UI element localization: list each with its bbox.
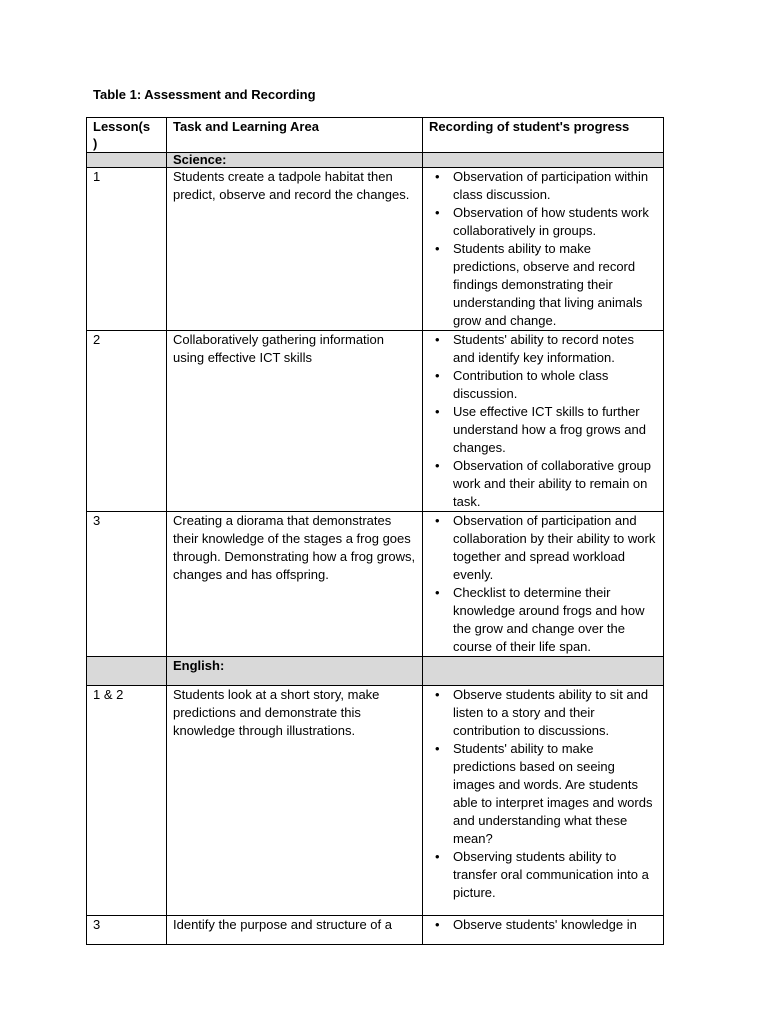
list-item: • Students' ability to record notes and identify key information. — [429, 331, 657, 367]
table-row — [87, 686, 664, 916]
recording-cell — [423, 916, 664, 945]
list-item: • Students ability to make predictions, observe and record findings demonstrating their understanding that living animals grow and change. — [429, 240, 657, 330]
list-item: • Observation of how students work collaboratively in groups. — [429, 204, 657, 240]
recording-cell — [423, 331, 664, 512]
lesson-number: 3 — [87, 916, 167, 945]
recording-cell — [423, 512, 664, 657]
task-cell: Students look at a short story, make predictions and demonstrate this knowledge through illustrations. — [167, 686, 423, 916]
header-recording: Recording of student's progress — [423, 118, 664, 153]
lesson-number: 3 — [87, 512, 167, 657]
list-item: • Observe students' knowledge in — [429, 916, 657, 934]
list-item: • Observation of participation within class discussion. — [429, 168, 657, 204]
table-row — [87, 512, 664, 657]
task-cell: Students create a tadpole habitat then predict, observe and record the changes. — [167, 168, 423, 331]
list-item: • Students' ability to make predictions based on seeing images and words. Are students able to interpret images and words and understanding what these mean? — [429, 740, 657, 848]
section-row-english — [87, 657, 664, 686]
header-lesson: Lesson(s ) — [87, 118, 167, 153]
list-item: • Observe students ability to sit and listen to a story and their contribution to discussions. — [429, 686, 657, 740]
lesson-number: 2 — [87, 331, 167, 512]
task-cell: Creating a diorama that demonstrates their knowledge of the stages a frog goes through. Demonstrating how a frog grows, changes and has offspring. — [167, 512, 423, 657]
recording-cell — [423, 686, 664, 916]
table-row — [87, 916, 664, 945]
task-cell: Collaboratively gathering information using effective ICT skills — [167, 331, 423, 512]
table-header-row — [87, 118, 664, 153]
header-task: Task and Learning Area — [167, 118, 423, 153]
list-item: • Observation of participation and collaboration by their ability to work together and spread workload evenly. — [429, 512, 657, 584]
list-item: • Contribution to whole class discussion. — [429, 367, 657, 403]
list-item: • Observation of collaborative group work and their ability to remain on task. — [429, 457, 657, 511]
table-row — [87, 168, 664, 331]
section-label-english: English: — [167, 657, 423, 686]
assessment-table — [86, 117, 664, 945]
section-row-science — [87, 153, 664, 168]
section-label-science: Science: — [167, 153, 423, 168]
table-row — [87, 331, 664, 512]
lesson-number: 1 — [87, 168, 167, 331]
recording-cell — [423, 168, 664, 331]
list-item: • Use effective ICT skills to further understand how a frog grows and changes. — [429, 403, 657, 457]
list-item: • Checklist to determine their knowledge around frogs and how the grow and change over the course of their life span. — [429, 584, 657, 656]
task-cell: Identify the purpose and structure of a — [167, 916, 423, 945]
table-title: Table 1: Assessment and Recording — [93, 87, 316, 102]
lesson-number: 1 & 2 — [87, 686, 167, 916]
list-item: • Observing students ability to transfer oral communication into a picture. — [429, 848, 657, 902]
